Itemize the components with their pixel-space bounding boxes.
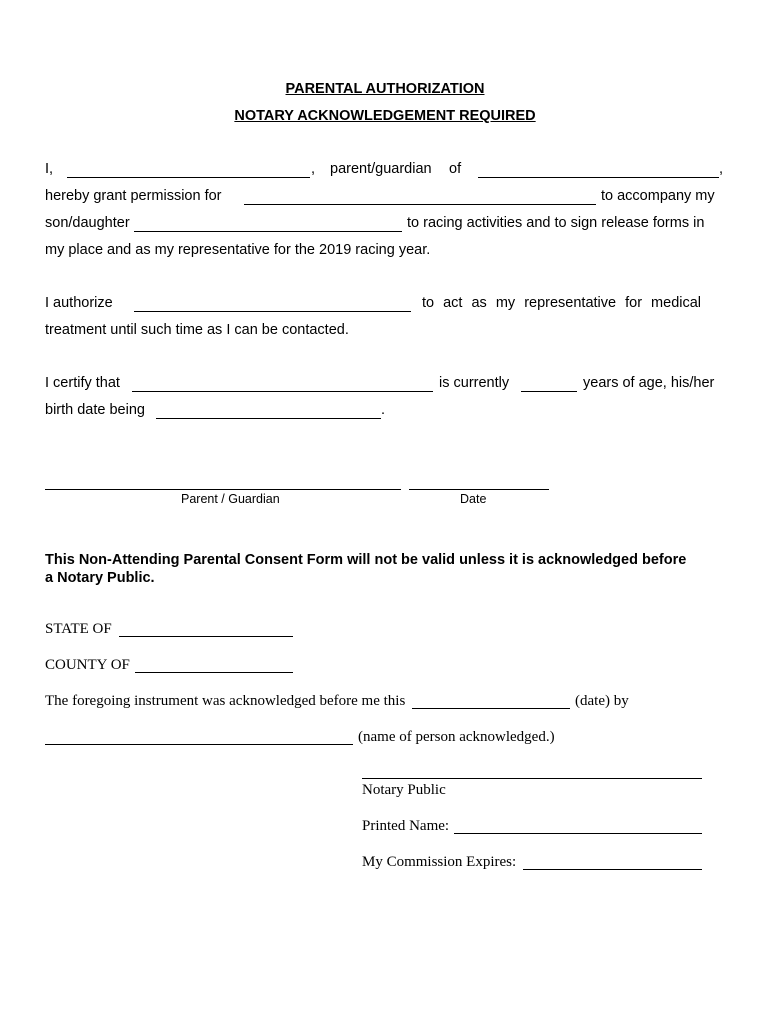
ack-name-line[interactable] [45,744,353,745]
date-by-text: (date) by [575,693,629,709]
para2-authorize: I authorize [45,295,113,311]
parent-name-line[interactable] [67,177,310,178]
para3-birth: birth date being [45,402,145,418]
para2-act: to act as my representative for medical [422,295,702,311]
para1-comma1: , [311,161,316,177]
para1-grant: hereby grant permission for [45,188,222,204]
para1-of: of [449,161,462,177]
form-title: PARENTAL AUTHORIZATION [285,81,485,97]
notary-public-label: Notary Public [362,782,446,798]
para1-my-place: my place and as my representative for the 2019 racing year. [45,242,431,258]
medical-rep-line[interactable] [134,311,411,312]
birth-date-line[interactable] [156,418,381,419]
para3-currently: is currently [439,375,510,391]
signature-date-line[interactable] [409,489,549,490]
commission-line[interactable] [523,869,702,870]
state-line[interactable] [119,636,293,637]
age-line[interactable] [521,391,577,392]
para3-period: . [381,402,386,418]
notice-line1: This Non-Attending Parental Consent Form will not be valid unless it is acknowledged before [45,552,687,568]
form-subtitle: NOTARY ACKNOWLEDGEMENT REQUIRED [234,108,536,124]
representative-name-line[interactable] [244,204,596,205]
date-label: Date [460,492,487,506]
parent-signature-line[interactable] [45,489,401,490]
para1-racing: to racing activities and to sign release forms in [407,215,705,231]
ack-date-line[interactable] [412,708,570,709]
foregoing-text: The foregoing instrument was acknowledged before me this [45,693,406,709]
certify-name-line[interactable] [132,391,433,392]
para2-treatment: treatment until such time as I can be contacted. [45,322,349,338]
para3-certify: I certify that [45,375,120,391]
son-daughter-line[interactable] [134,231,402,232]
para3-years: years of age, his/her [583,375,715,391]
parent-guardian-label: Parent / Guardian [181,492,280,506]
notice-line2: a Notary Public. [45,570,155,586]
printed-name-label: Printed Name: [362,818,450,834]
commission-label: My Commission Expires: [362,854,517,870]
printed-name-line[interactable] [454,833,702,834]
state-of-label: STATE OF [45,621,112,637]
para1-son-daughter: son/daughter [45,215,130,231]
child-name-line[interactable] [478,177,719,178]
county-of-label: COUNTY OF [45,657,130,673]
county-line[interactable] [135,672,293,673]
notary-signature-line[interactable] [362,778,702,779]
para1-i: I, [45,161,54,177]
para1-parent-guardian: parent/guardian [330,161,432,177]
name-ack-text: (name of person acknowledged.) [358,729,555,745]
para1-comma2: , [719,161,724,177]
para1-accompany: to accompany my [601,188,715,204]
